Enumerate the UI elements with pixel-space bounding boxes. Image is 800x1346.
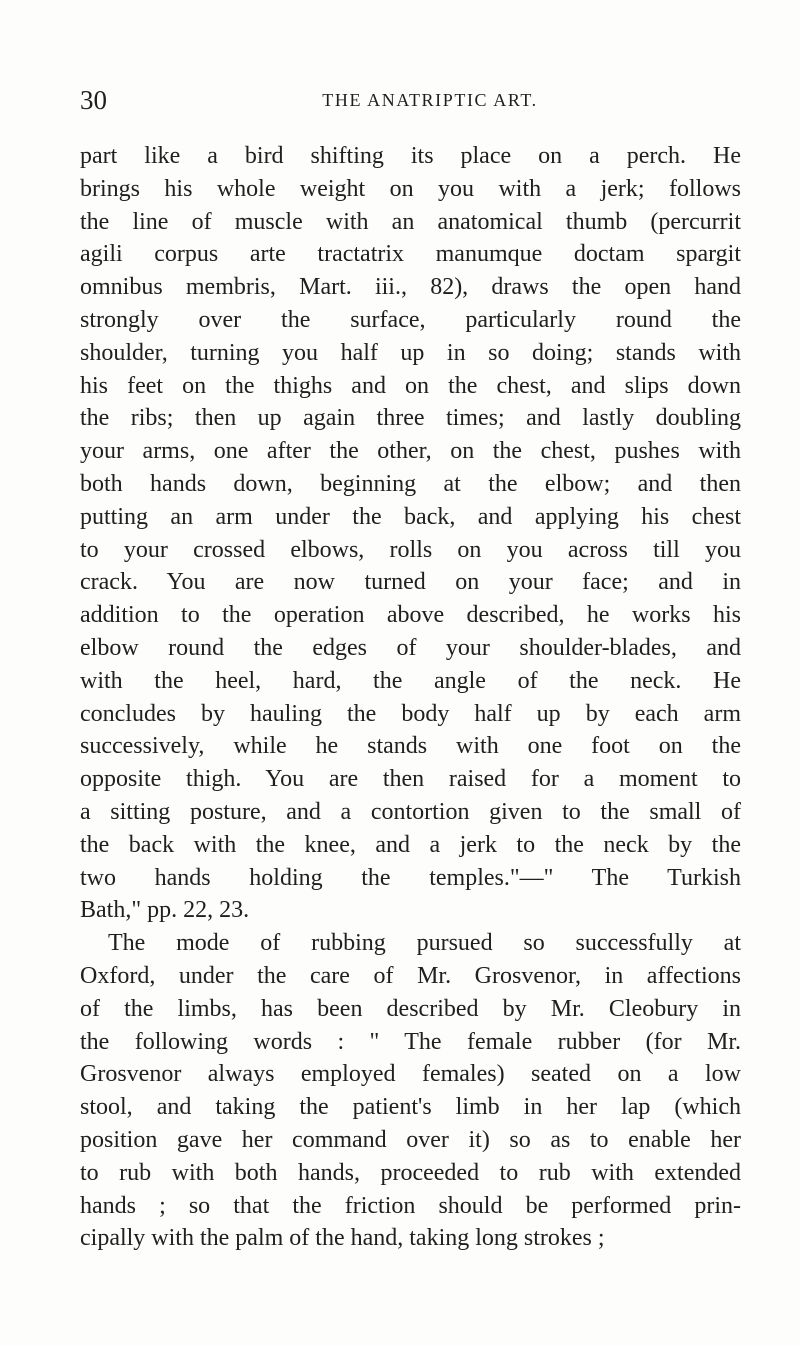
text-line: both hands down, beginning at the elbow; and then [80,470,741,497]
text-line: putting an arm under the back, and applying his chest [80,503,741,530]
text-line: two hands holding the temples."—" The Turkish [80,864,741,891]
text-line: your arms, one after the other, on the chest, pushes with [80,438,741,465]
text-line: concludes by hauling the body half up by each arm [80,700,741,727]
text-line: The mode of rubbing pursued so successfully at [108,930,741,957]
text-line: the back with the knee, and a jerk to the neck by the [80,831,741,858]
text-line: Grosvenor always employed females) seated on a low [80,1061,741,1088]
text-line: part like a bird shifting its place on a perch. He [80,143,741,169]
text-line: position gave her command over it) so as to enable her [80,1126,741,1153]
text-line: Oxford, under the care of Mr. Grosvenor, in affections [80,962,741,989]
text-line: of the limbs, has been described by Mr. Cleobury in [80,995,741,1022]
text-line: omnibus membris, Mart. iii., 82), draws the open hand [80,274,741,301]
text-line: successively, while he stands with one foot on the [80,733,741,760]
text-line: shoulder, turning you half up in so doing; stands with [80,339,741,366]
text-line: to your crossed elbows, rolls on you across till you [80,536,741,563]
text-line: hands ; so that the friction should be performed prin- [80,1192,741,1219]
text-line: the line of muscle with an anatomical thumb (percurrit [80,208,741,235]
running-head: THE ANATRIPTIC ART. [322,90,538,110]
body-text [80,140,741,1255]
text-line: elbow round the edges of your shoulder-blades, and [80,634,741,661]
text-line: agili corpus arte tractatrix manumque doctam spargit [80,241,741,268]
text-line: cipally with the palm of the hand, taking long strokes ; [80,1225,605,1252]
text-line: a sitting posture, and a contortion given to the small of [80,798,741,825]
text-line: the ribs; then up again three times; and lastly doubling [80,405,741,432]
text-line: crack. You are now turned on your face; and in [80,569,741,596]
text-line: addition to the operation above described, he works his [80,602,741,629]
text-line: his feet on the thighs and on the chest, and slips down [80,372,741,399]
text-line: with the heel, hard, the angle of the neck. He [80,667,741,694]
text-line: to rub with both hands, proceeded to rub with extended [80,1159,741,1186]
text-line: strongly over the surface, particularly round the [80,306,741,333]
page-number: 30 [80,85,107,115]
text-line: Bath," pp. 22, 23. [80,897,250,924]
text-line: stool, and taking the patient's limb in her lap (which [80,1094,741,1121]
page-header [80,84,740,116]
text-line: the following words : " The female rubber (for Mr. [80,1028,741,1055]
text-line: opposite thigh. You are then raised for a moment to [80,766,741,793]
text-line: brings his whole weight on you with a jerk; follows [80,175,741,202]
